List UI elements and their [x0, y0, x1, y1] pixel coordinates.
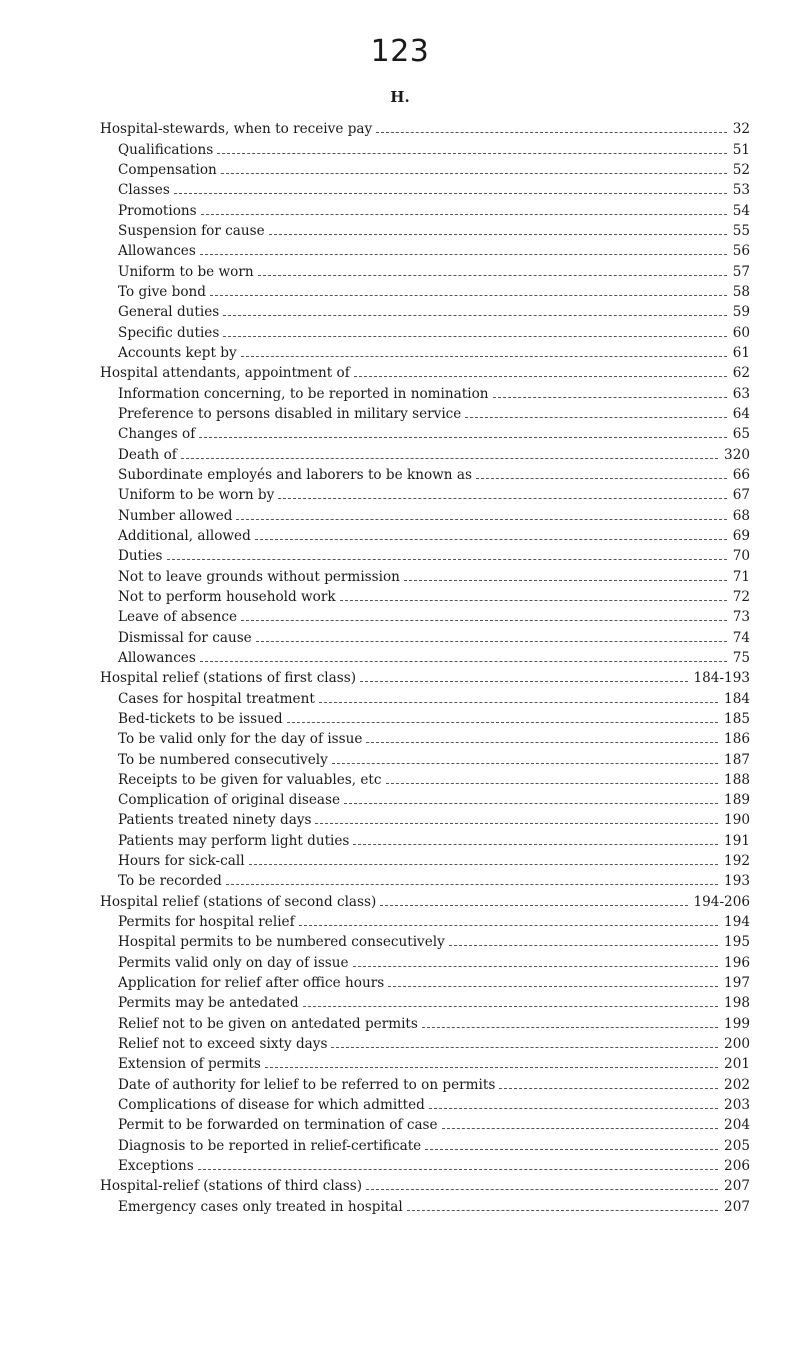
entry-label: Compensation — [118, 161, 217, 178]
index-entry — [100, 503, 750, 523]
entry-page-ref: 185 — [724, 710, 750, 727]
entry-label: Hospital-relief (stations of third class) — [100, 1178, 363, 1195]
entry-label: Allowances — [118, 243, 196, 260]
dot-leader — [366, 1189, 718, 1190]
index-entry — [100, 869, 750, 889]
entry-page-ref: 184 — [724, 690, 750, 707]
dot-leader — [223, 336, 726, 337]
entry-label: Not to leave grounds without permission — [118, 568, 400, 585]
dot-leader — [388, 986, 718, 987]
entry-label: Uniform to be worn — [118, 263, 254, 280]
dot-leader — [221, 173, 727, 174]
entry-page-ref: 196 — [724, 954, 750, 971]
entry-page-ref: 67 — [732, 487, 750, 504]
dot-leader — [425, 1149, 718, 1150]
entry-label: Complications of disease for which admitted — [118, 1097, 425, 1114]
entry-label: Uniform to be worn by — [118, 487, 275, 504]
index-entry — [100, 768, 750, 788]
entry-page-ref: 64 — [732, 405, 750, 422]
index-entry — [100, 828, 750, 848]
entry-page-ref: 65 — [732, 426, 750, 443]
entry-label: Extension of permits — [118, 1056, 261, 1073]
index-entry — [100, 1052, 750, 1072]
entry-page-ref: 62 — [732, 365, 750, 382]
entry-label: Allowances — [118, 649, 196, 666]
dot-leader — [236, 519, 726, 520]
dot-leader — [442, 1128, 718, 1129]
index-entry — [100, 808, 750, 828]
index-entry — [100, 483, 750, 503]
dot-leader — [449, 945, 718, 946]
entry-label: Complication of original disease — [118, 792, 341, 809]
dot-leader — [174, 193, 727, 194]
dot-leader — [376, 132, 727, 133]
index-entry — [100, 280, 750, 300]
index-entry — [100, 422, 750, 442]
dot-leader — [269, 234, 727, 235]
entry-page-ref: 203 — [724, 1097, 750, 1114]
index-entry — [100, 585, 750, 605]
entry-page-ref: 187 — [724, 751, 750, 768]
entry-page-ref: 194 — [724, 914, 750, 931]
entry-label: General duties — [118, 304, 220, 321]
index-entry — [100, 361, 750, 381]
entry-label: Classes — [118, 182, 170, 199]
dot-leader — [404, 580, 727, 581]
entry-page-ref: 61 — [732, 344, 750, 361]
dot-leader — [429, 1108, 718, 1109]
entry-page-ref: 192 — [724, 853, 750, 870]
index-entry — [100, 646, 750, 666]
index-entry — [100, 239, 750, 259]
page-number: 123 — [370, 34, 430, 69]
entry-page-ref: 55 — [732, 222, 750, 239]
entry-label: Relief not to exceed sixty days — [118, 1036, 328, 1053]
entry-label: Death of — [118, 446, 177, 463]
dot-leader — [407, 1210, 718, 1211]
index-entry — [100, 117, 750, 137]
dot-leader — [344, 803, 718, 804]
index-entry — [100, 544, 750, 564]
index-entry — [100, 1093, 750, 1113]
index-entry — [100, 158, 750, 178]
index-entry — [100, 463, 750, 483]
entry-page-ref: 60 — [732, 324, 750, 341]
index-entry — [100, 1154, 750, 1174]
entry-label: Permit to be forwarded on termination of case — [118, 1117, 438, 1134]
dot-leader — [278, 498, 726, 499]
index-entry — [100, 198, 750, 218]
dot-leader — [217, 153, 726, 154]
dot-leader — [210, 295, 727, 296]
entry-label: To be recorded — [118, 873, 222, 890]
dot-leader — [386, 783, 719, 784]
entry-page-ref: 205 — [724, 1137, 750, 1154]
entry-label: Accounts kept by — [118, 344, 237, 361]
entry-page-ref: 69 — [732, 527, 750, 544]
entry-page-ref: 202 — [724, 1076, 750, 1093]
index-entry — [100, 849, 750, 869]
dot-leader — [366, 742, 718, 743]
dot-leader — [200, 661, 727, 662]
entry-page-ref: 32 — [732, 121, 750, 138]
index-entry — [100, 341, 750, 361]
dot-leader — [353, 966, 718, 967]
entry-page-ref: 58 — [732, 283, 750, 300]
index-entry — [100, 1011, 750, 1031]
index-entry — [100, 381, 750, 401]
entry-page-ref: 204 — [724, 1117, 750, 1134]
entry-label: Cases for hospital treatment — [118, 690, 315, 707]
entry-label: Preference to persons disabled in military service — [118, 405, 462, 422]
index-entry — [100, 950, 750, 970]
index-entry — [100, 402, 750, 422]
entry-page-ref: 70 — [732, 548, 750, 565]
entry-page-ref: 195 — [724, 934, 750, 951]
index-entry — [100, 727, 750, 747]
index-entry — [100, 930, 750, 950]
entry-page-ref: 59 — [732, 304, 750, 321]
index-entry — [100, 1072, 750, 1092]
dot-leader — [299, 925, 718, 926]
entry-label: Receipts to be given for valuables, etc — [118, 771, 382, 788]
index-entry — [100, 178, 750, 198]
entry-page-ref: 73 — [732, 609, 750, 626]
index-entry — [100, 1194, 750, 1214]
index-entry — [100, 686, 750, 706]
entry-page-ref: 75 — [732, 649, 750, 666]
index-entry — [100, 442, 750, 462]
dot-leader — [287, 722, 718, 723]
entry-page-ref: 56 — [732, 243, 750, 260]
dot-leader — [201, 214, 727, 215]
dot-leader — [198, 1169, 718, 1170]
dot-leader — [167, 559, 727, 560]
entry-page-ref: 206 — [724, 1158, 750, 1175]
entry-label: To be numbered consecutively — [118, 751, 328, 768]
entry-page-ref: 186 — [724, 731, 750, 748]
entry-label: Not to perform household work — [118, 588, 336, 605]
entry-label: Subordinate employés and laborers to be known as — [118, 466, 472, 483]
entry-page-ref: 194-206 — [693, 893, 750, 910]
index-entry — [100, 1133, 750, 1153]
dot-leader — [249, 864, 718, 865]
entry-label: Specific duties — [118, 324, 220, 341]
index-list — [100, 117, 750, 1215]
entry-page-ref: 191 — [724, 832, 750, 849]
entry-label: Hours for sick-call — [118, 853, 245, 870]
index-entry — [100, 1032, 750, 1052]
entry-label: Suspension for cause — [118, 222, 265, 239]
entry-page-ref: 190 — [724, 812, 750, 829]
entry-label: Patients treated ninety days — [118, 812, 312, 829]
dot-leader — [360, 681, 687, 682]
dot-leader — [265, 1067, 718, 1068]
index-entry — [100, 1113, 750, 1133]
dot-leader — [181, 458, 718, 459]
entry-label: Application for relief after office hours — [118, 975, 385, 992]
entry-label: Permits valid only on day of issue — [118, 954, 349, 971]
dot-leader — [380, 905, 687, 906]
entry-label: Number allowed — [118, 507, 233, 524]
dot-leader — [493, 397, 727, 398]
dot-leader — [200, 254, 727, 255]
entry-page-ref: 184-193 — [693, 670, 750, 687]
entry-page-ref: 68 — [732, 507, 750, 524]
index-entry — [100, 300, 750, 320]
entry-label: Qualifications — [118, 141, 214, 158]
dot-leader — [332, 763, 718, 764]
entry-label: Patients may perform light duties — [118, 832, 350, 849]
entry-page-ref: 189 — [724, 792, 750, 809]
entry-label: Diagnosis to be reported in relief-certificate — [118, 1137, 422, 1154]
entry-page-ref: 66 — [732, 466, 750, 483]
entry-page-ref: 188 — [724, 771, 750, 788]
dot-leader — [258, 275, 727, 276]
entry-label: Hospital-stewards, when to receive pay — [100, 121, 373, 138]
entry-label: Hospital attendants, appointment of — [100, 365, 350, 382]
entry-page-ref: 198 — [724, 995, 750, 1012]
entry-page-ref: 199 — [724, 1015, 750, 1032]
index-entry — [100, 524, 750, 544]
entry-label: Information concerning, to be reported in nomination — [118, 385, 489, 402]
dot-leader — [315, 823, 718, 824]
entry-page-ref: 54 — [732, 202, 750, 219]
entry-page-ref: 52 — [732, 161, 750, 178]
dot-leader — [256, 641, 727, 642]
index-entry — [100, 889, 750, 909]
entry-label: Bed-tickets to be issued — [118, 710, 283, 727]
index-entry — [100, 707, 750, 727]
entry-label: Dismissal for cause — [118, 629, 252, 646]
dot-leader — [241, 356, 727, 357]
entry-page-ref: 71 — [732, 568, 750, 585]
index-entry — [100, 605, 750, 625]
dot-leader — [476, 478, 727, 479]
entry-label: Duties — [118, 548, 163, 565]
entry-page-ref: 72 — [732, 588, 750, 605]
dot-leader — [499, 1088, 718, 1089]
dot-leader — [331, 1047, 718, 1048]
entry-page-ref: 197 — [724, 975, 750, 992]
dot-leader — [241, 620, 727, 621]
index-entry — [100, 910, 750, 930]
dot-leader — [303, 1006, 719, 1007]
index-entry — [100, 625, 750, 645]
index-entry — [100, 564, 750, 584]
index-entry — [100, 666, 750, 686]
entry-page-ref: 74 — [732, 629, 750, 646]
dot-leader — [319, 702, 718, 703]
entry-page-ref: 320 — [724, 446, 750, 463]
entry-page-ref: 51 — [732, 141, 750, 158]
entry-page-ref: 200 — [724, 1036, 750, 1053]
entry-label: To be valid only for the day of issue — [118, 731, 363, 748]
entry-page-ref: 193 — [724, 873, 750, 890]
index-entry — [100, 137, 750, 157]
entry-label: Relief not to be given on antedated permits — [118, 1015, 418, 1032]
entry-page-ref: 207 — [724, 1198, 750, 1215]
index-entry — [100, 788, 750, 808]
entry-label: Exceptions — [118, 1158, 194, 1175]
entry-label: Leave of absence — [118, 609, 237, 626]
entry-label: Additional, allowed — [118, 527, 251, 544]
entry-label: To give bond — [118, 283, 206, 300]
dot-leader — [353, 844, 718, 845]
section-letter: H. — [390, 88, 410, 106]
entry-page-ref: 207 — [724, 1178, 750, 1195]
dot-leader — [465, 417, 726, 418]
index-entry — [100, 991, 750, 1011]
entry-label: Promotions — [118, 202, 197, 219]
entry-page-ref: 201 — [724, 1056, 750, 1073]
entry-label: Permits may be antedated — [118, 995, 299, 1012]
entry-page-ref: 53 — [732, 182, 750, 199]
dot-leader — [422, 1027, 718, 1028]
index-entry — [100, 320, 750, 340]
index-entry — [100, 1174, 750, 1194]
entry-page-ref: 63 — [732, 385, 750, 402]
entry-label: Changes of — [118, 426, 196, 443]
entry-label: Hospital relief (stations of first class) — [100, 670, 357, 687]
index-entry — [100, 219, 750, 239]
entry-label: Emergency cases only treated in hospital — [118, 1198, 403, 1215]
index-entry — [100, 747, 750, 767]
entry-label: Hospital relief (stations of second class) — [100, 893, 377, 910]
entry-label: Hospital permits to be numbered consecutively — [118, 934, 445, 951]
entry-page-ref: 57 — [732, 263, 750, 280]
dot-leader — [340, 600, 727, 601]
dot-leader — [226, 884, 718, 885]
dot-leader — [255, 539, 727, 540]
index-entry — [100, 971, 750, 991]
dot-leader — [223, 315, 726, 316]
dot-leader — [354, 376, 727, 377]
index-entry — [100, 259, 750, 279]
dot-leader — [199, 437, 726, 438]
entry-label: Permits for hospital relief — [118, 914, 295, 931]
entry-label: Date of authority for lelief to be referred to on permits — [118, 1076, 496, 1093]
